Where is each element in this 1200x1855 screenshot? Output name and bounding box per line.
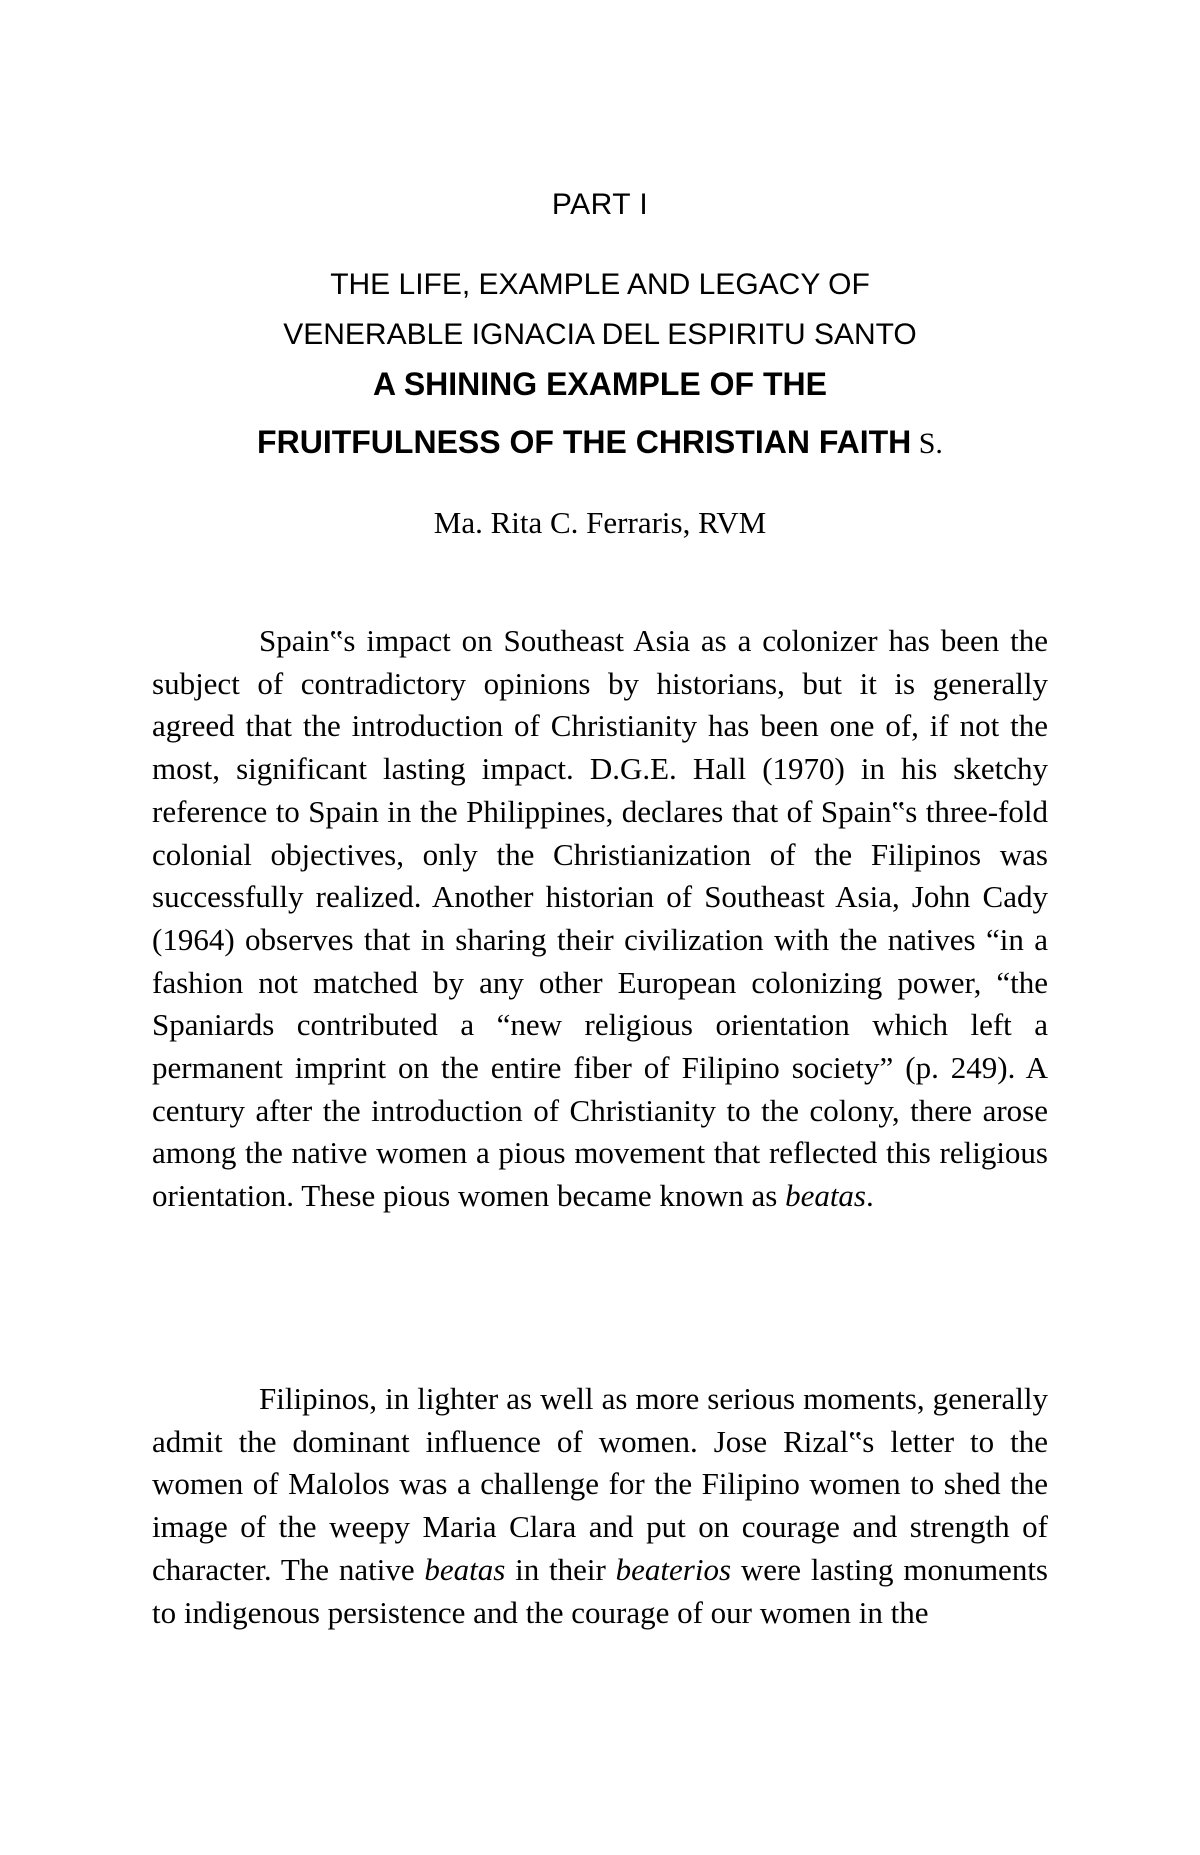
subtitle-line-1: A SHINING EXAMPLE OF THE — [373, 366, 827, 402]
paragraph-2-text-b: in their — [505, 1551, 616, 1587]
paragraph-2-italic-beatas: beatas — [424, 1551, 506, 1587]
body-paragraph-2 — [152, 1378, 1048, 1634]
paragraph-2-text-c: were lasting monuments to indigenous persistence and the courage of our women in the — [152, 1551, 1048, 1630]
body-paragraph-1 — [152, 620, 1048, 1218]
title-line-2: VENERABLE IGNACIA DEL ESPIRITU SANTO — [283, 318, 917, 351]
subtitle-line-2 — [0, 424, 1200, 461]
paragraph-1-text-a: Spain‟s impact on Southeast Asia as a colonizer has been the subject of contradictory opinions by historians, but it is generally agreed that the introduction of Christianity has been one of, if not the most, significant lasting impact. D.G.E. Hall (1970) in his sketchy reference to Spain in the Philippines, declares that of Spain‟s three-fold colonial objectives, only the Christianization of the Filipinos was successfully realized. Another historian of Southeast Asia, John Cady (1964) observes that in sharing their civilization with the natives “in a fashion not matched by any other European colonizing power, “the Spaniards contributed a “new religious orientation which left a permanent imprint on the entire fiber of Filipino society” (p. 249). A century after the introduction of Christianity to the colony, there arose among the native women a pious movement that reflected this religious orientation. These pious women became known as — [152, 623, 1048, 1214]
subtitle-line-2-text: FRUITFULNESS OF THE CHRISTIAN FAITH — [257, 424, 912, 460]
paragraph-2-italic-beaterios: beaterios — [615, 1551, 732, 1587]
part-heading: PART I — [551, 188, 649, 221]
title-line-1: THE LIFE, EXAMPLE AND LEGACY OF — [330, 268, 870, 301]
subtitle-suffix: S. — [911, 427, 943, 460]
author-byline: Ma. Rita C. Ferraris, RVM — [433, 505, 767, 540]
paragraph-1-text-b: . — [866, 1178, 874, 1214]
paragraph-2-text-a: Filipinos, in lighter as well as more serious moments, generally admit the dominant influence of women. Jose Rizal‟s letter to the women of Malolos was a challenge for the Filipino women to shed the image of the weepy Maria Clara and put on courage and strength of character. The native — [152, 1381, 1048, 1587]
paragraph-1-italic-beatas: beatas — [785, 1178, 866, 1214]
